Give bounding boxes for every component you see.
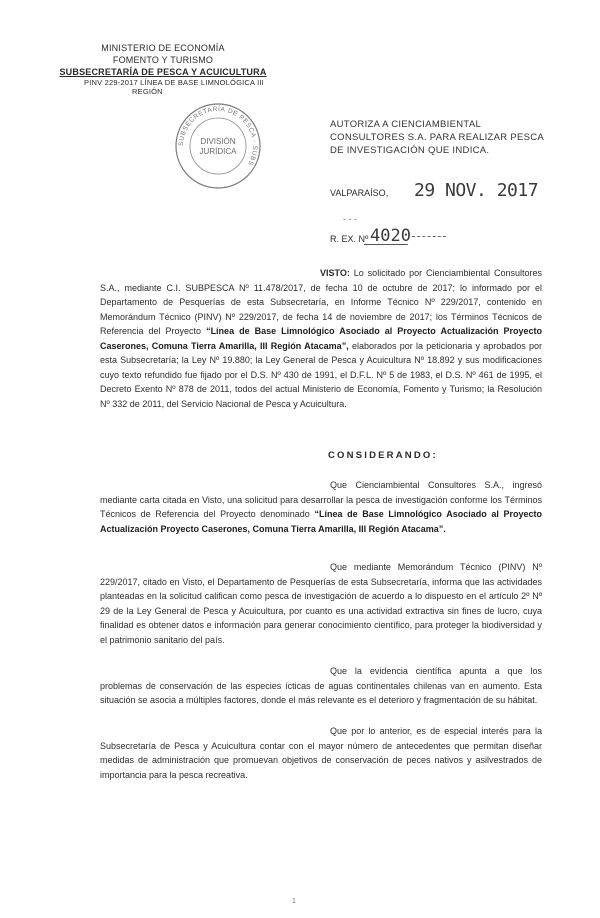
ministry-line-2: FOMENTO Y TURISMO [112, 55, 214, 65]
stamp-center-line-1: DIVISIÓN [200, 137, 236, 146]
visto-text-2: elaborados por la peticionaria y aprobados por esta Subsecretaría; la Ley Nº 19.880; la Ley General de Pesca y Acuicultura Nº 18.892 y sus modificaciones cuyo texto refundido fue fijado por el D.S. Nº 430 de 1991, el D.F.L. Nº 5 de 1983, el D.S. Nº 461 de 1995, el Decreto Exento Nº 878 de 2011, todos del actual Ministerio de Economía, Fomento y Turismo; la Resolución Nº 332 de 2011, del Servicio Nacional de Pesca y Acuicultura. [100, 340, 543, 409]
reference-line: PINV 229-2017 LÍNEA DE BASE LIMNOLÓGICA III [84, 78, 264, 87]
visto-project-title: “Línea de Base Limnológico Asociado al Proyecto Actualización Proyecto Caserones, Comuna Tierra Amarilla, III Región Atacama”, [100, 326, 542, 351]
legal-division-stamp [172, 100, 264, 192]
considerando-p4-text: Que por lo anterior, es de especial interés para la Subsecretaría de Pesca y Acuicultura contar con el mayor número de antecedentes que permitan diseñar medidas de administración que promuevan objetivos de conservación de peces nativos y asilvestrados de importancia para la pesca recreativa. [100, 726, 542, 780]
resolution-number: 4020 [370, 226, 411, 246]
considerando-paragraph-3 [100, 664, 542, 708]
ministry-line-1: MINISTERIO DE ECONOMÍA [101, 43, 225, 53]
considerando-paragraph-4 [100, 724, 542, 782]
place-label: VALPARAÍSO, [330, 188, 389, 198]
visto-text-1: Lo solicitado por Cienciambiental Consultores S.A., mediante C.I. SUBPESCA Nº 11.478/2017, de fecha 10 de octubre de 2017; lo informado por el Departamento de Pesquerías de esta Subsecretaría, en Informe Técnico Nº 229/2017, contenido en Memorándum Técnico (PINV) Nº 229/2017, de fecha 14 de noviembre de 2017; los Términos Técnicos de Referencia del Proyecto [100, 268, 542, 336]
subsecretaria-line: SUBSECRETARÍA DE PESCA Y ACUICULTURA [59, 67, 267, 77]
resolution-date: 29 NOV. 2017 [414, 180, 539, 201]
considerando-p3-text: Que la evidencia científica apunta a que los problemas de conservación de las especies ícticas de aguas continentales chilenas van en aumento. Esta situación se asocia a múltiples factores, donde el más relevante es el deterioro y fragmentación de su hábitat. [100, 666, 542, 705]
resolution-number-underline [364, 244, 408, 245]
stamp-seal-icon [172, 100, 264, 192]
resolution-number-label: R. EX. Nº [330, 234, 369, 244]
resolution-number-dashline [412, 236, 446, 237]
considerando-p2-text: Que mediante Memorándum Técnico (PINV) Nº 229/2017, citado en Visto, el Departamento de Pesquerías de esta Subsecretaría, informa que las actividades planteadas en la solicitud califican como pesca de investigación de acuerdo a lo dispuesto en el artículo 2º Nº 29 de la Ley General de Pesca y Acuicultura, por cuanto es una actividad extractiva sin fines de lucro, cuya finalidad es obtener datos e información para generar conocimiento científico, para proteger la biodiversidad y el patrimonio sanitario del país. [100, 562, 542, 645]
considerando-heading: CONSIDERANDO: [328, 450, 438, 461]
visto-paragraph [100, 266, 542, 411]
dash-marks: - - - [343, 214, 357, 224]
visto-label: VISTO: [320, 268, 350, 278]
page-number: 1 [292, 898, 296, 905]
considerando-paragraph-1 [100, 478, 542, 536]
letterhead [58, 42, 268, 96]
stamp-center-line-2: JURÍDICA [199, 147, 237, 156]
region-line: REGIÓN [132, 87, 163, 96]
resolution-subject: AUTORIZA A CIENCIAMBIENTAL CONSULTORES S.A. PARA REALIZAR PESCA DE INVESTIGACIÓN QUE INDICA. [330, 119, 544, 156]
considerando-p1-project: “Línea de Base Limnológico Asociado al Proyecto Actualización Proyecto Caserones, Comuna Tierra Amarilla, III Región Atacama”. [100, 509, 542, 534]
considerando-paragraph-2 [100, 560, 542, 647]
stamp-ring-text: SUBSECRETARÍA DE PESCA · SUBS [177, 105, 259, 167]
svg-text:SUBSECRETARÍA DE PESCA · SUBS [178, 104, 258, 167]
considerando-p1-text: Que Cienciambiental Consultores S.A., ingresó mediante carta citada en Visto, una solicitud para desarrollar la pesca de investigación conforme los Términos Técnicos de Referencia del Proyecto denominado [100, 480, 542, 519]
